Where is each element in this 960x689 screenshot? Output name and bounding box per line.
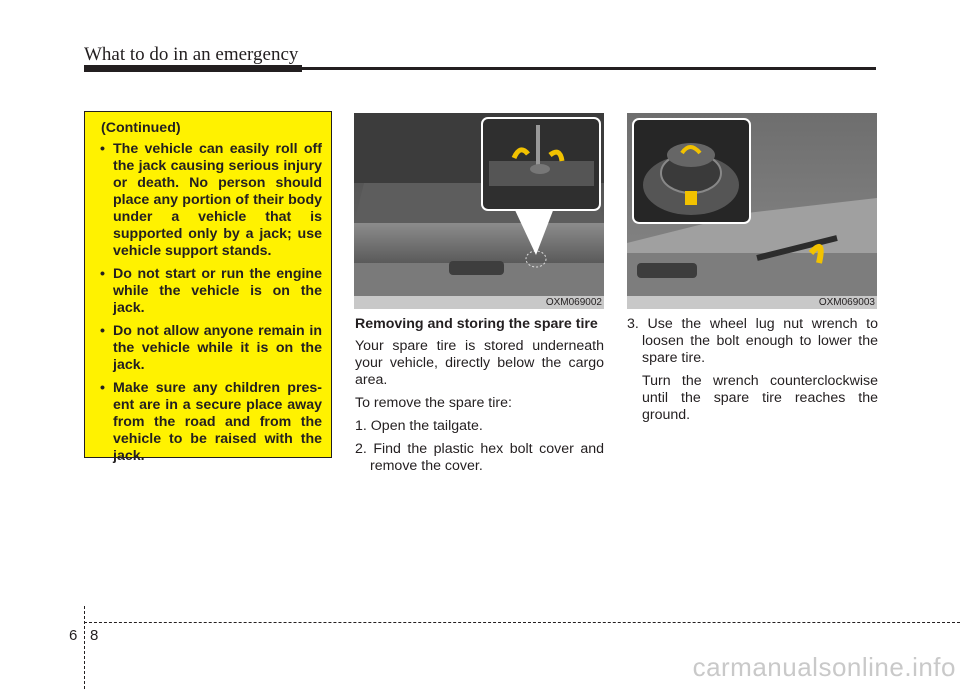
spare-tire-wrench-photo [627, 113, 877, 309]
header-rule-accent [84, 65, 302, 72]
warning-list [94, 141, 322, 465]
paragraph: Your spare tire is stored underneath your vehicle, directly below the cargo area. [355, 338, 604, 388]
step-1: 1. Open the tailgate. [355, 418, 483, 434]
figure-bolt-cover [354, 113, 604, 309]
paragraph: To remove the spare tire: [355, 395, 512, 411]
warning-item: • The vehicle can easily roll off the jack causing serious injury or death. No person should place any portion of their body under a vehicle that is supported only by a jack; use vehicle support stands. [94, 141, 322, 260]
figure-spare-tire [627, 113, 877, 309]
step-2: 2. Find the plastic hex bolt cover and remove the cover. [355, 441, 604, 474]
cargo-floor-bolt-cover-photo [354, 113, 604, 309]
page-number: 8 [90, 627, 99, 644]
figure-code: OXM069003 [818, 297, 875, 308]
middle-column [355, 316, 604, 481]
warning-item: • Make sure any children pres- ent are in a secure place away from the road and from the vehicle to be raised with the jack. [94, 380, 322, 465]
section-title: What to do in an emergency [84, 44, 299, 65]
warning-item: • Do not start or run the engine while the vehicle is on the jack. [94, 266, 322, 317]
warning-box [84, 111, 332, 464]
step-3: 3. Use the wheel lug nut wrench to loosen the bolt enough to lower the spare tire. [627, 316, 878, 366]
warning-continued: (Continued) [101, 120, 181, 136]
chapter-number: 6 [69, 627, 78, 644]
figure-code: OXM069002 [545, 297, 602, 308]
right-column [627, 316, 878, 430]
footer-horizontal-rule [84, 622, 960, 623]
section-heading: Removing and storing the spare tire [355, 316, 598, 332]
footer-vertical-rule [84, 606, 85, 689]
step-3-detail: Turn the wrench counterclockwise until the spare tire reaches the ground. [642, 373, 878, 423]
watermark: carmanualsonline.info [692, 652, 956, 682]
warning-item: • Do not allow anyone remain in the vehicle while it is on the jack. [94, 323, 322, 374]
